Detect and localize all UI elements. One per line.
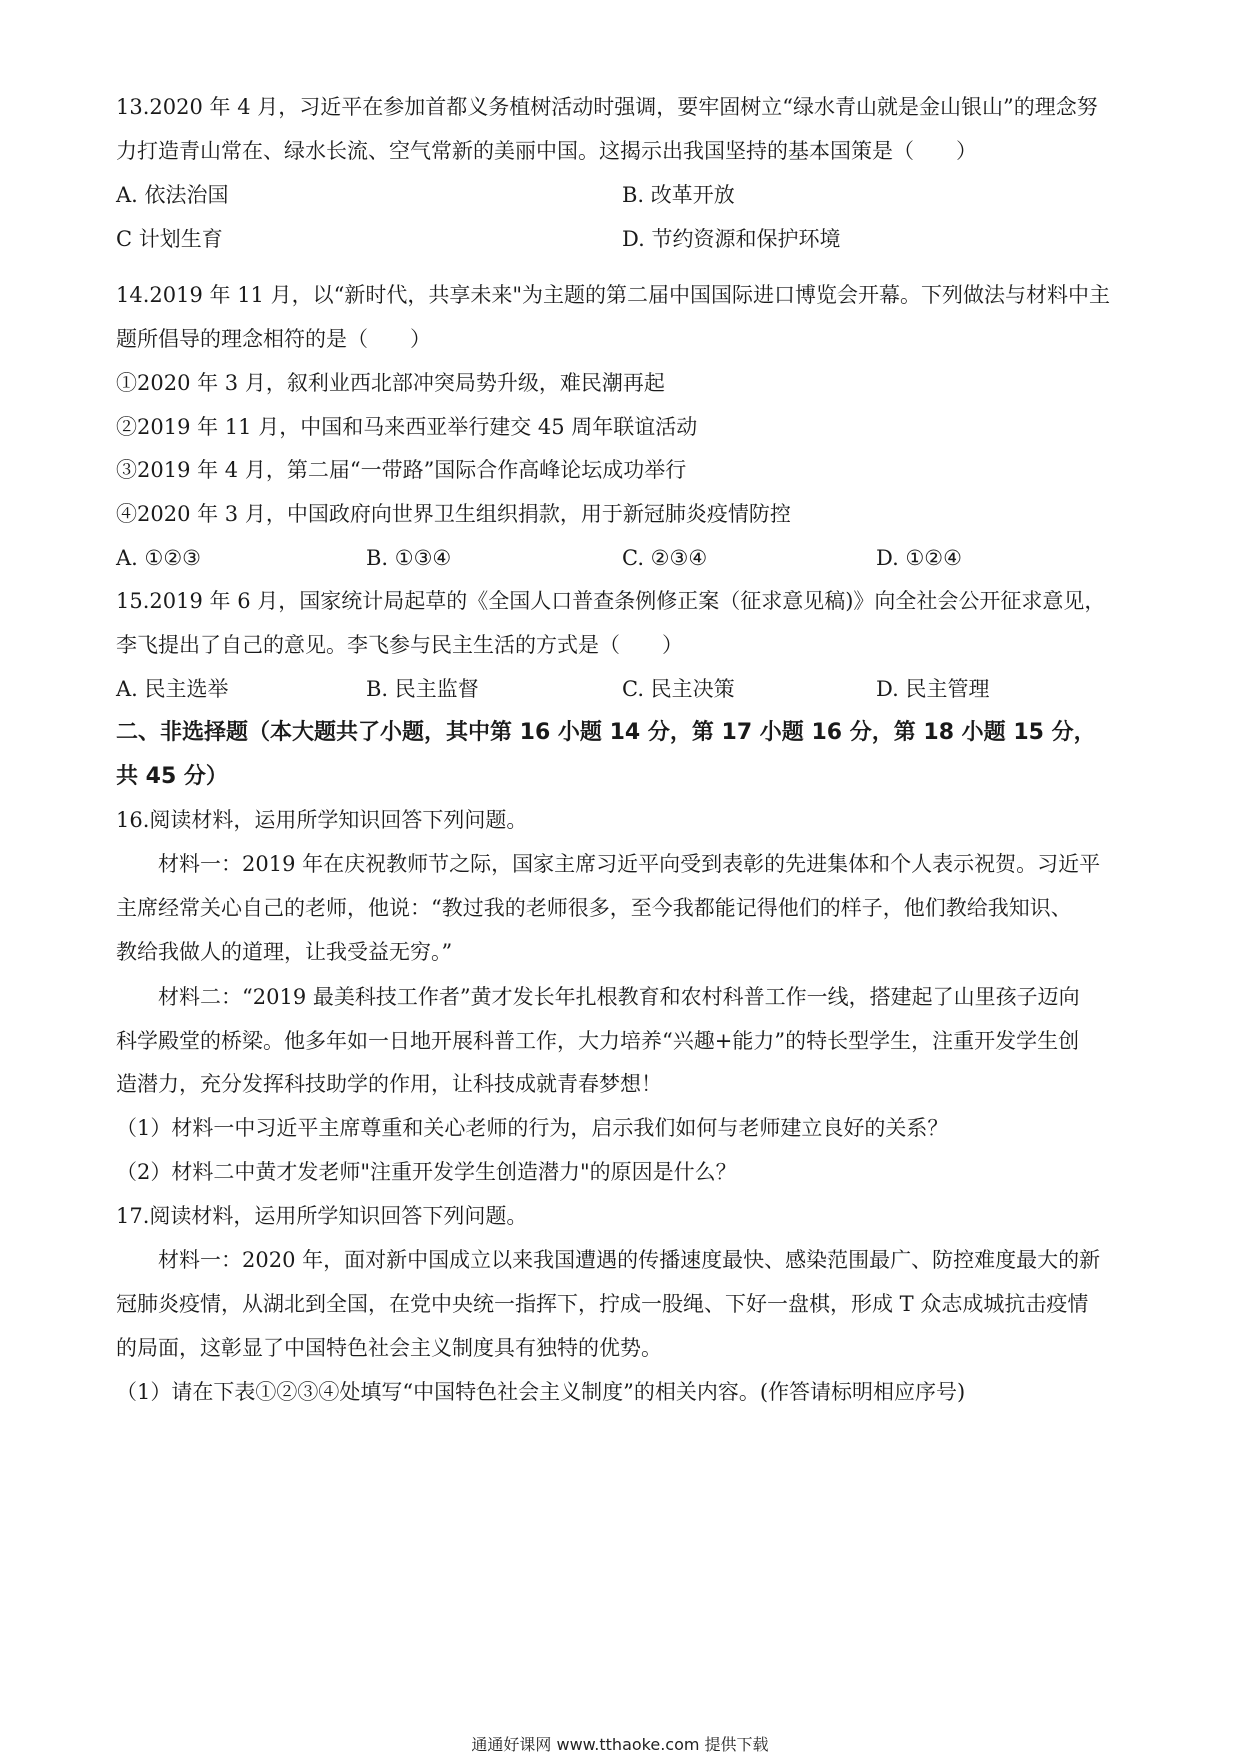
- q16-material2-line2: 科学殿堂的桥梁。他多年如一日地开展科普工作，大力培养“兴趣+能力”的特长型学生，注重开发学生创: [116, 1029, 1080, 1053]
- q17-material1-line3: 的局面，这彰显了中国特色社会主义制度具有独特的优势。: [116, 1336, 662, 1360]
- q13-stem-line1: 13.2020 年 4 月，习近平在参加首都义务植树活动时强调，要牢固树立“绿水青山就是金山银山”的理念努: [116, 95, 1098, 119]
- q14-item-2: ②2019 年 11 月，中国和马来西亚举行建交 45 周年联谊活动: [116, 415, 698, 439]
- q17-stem: 17.阅读材料，运用所学知识回答下列问题。: [116, 1204, 528, 1228]
- q16-material1-line2: 主席经常关心自己的老师，他说：“教过我的老师很多，至今我都能记得他们的样子，他们教给我知识、: [116, 896, 1072, 920]
- q14-options-row: [116, 543, 1140, 573]
- q16-material2-line1: 材料二：“2019 最美科技工作者”黄才发长年扎根教育和农村科普工作一线，搭建起了山里孩子迈向: [158, 985, 1080, 1009]
- section2-heading-line2: 共 45 分）: [116, 764, 228, 789]
- q13-stem-line2: 力打造青山常在、绿水长流、空气常新的美丽中国。这揭示出我国坚持的基本国策是（ ）: [116, 139, 977, 163]
- q13-option-d: D. 节约资源和保护环境: [622, 227, 841, 251]
- q13-options-row1: [116, 180, 1140, 210]
- q14-option-c: C. ②③④: [622, 546, 708, 570]
- q14-option-b: B. ①③④: [366, 546, 452, 570]
- q15-option-a: A. 民主选举: [116, 677, 229, 701]
- q17-sub1: （1）请在下表①②③④处填写“中国特色社会主义制度”的相关内容。(作答请标明相应序号): [116, 1380, 966, 1404]
- q14-item-1: ①2020 年 3 月，叙利业西北部冲突局势升级，难民潮再起: [116, 371, 665, 395]
- page-footer: 通通好课网 www.tthaoke.com 提供下载: [471, 1735, 769, 1754]
- q15-option-d: D. 民主管理: [876, 677, 990, 701]
- q15-stem-line1: 15.2019 年 6 月，国家统计局起草的《全国人口普查条例修正案（征求意见稿)》向全社会公开征求意见，: [116, 589, 1106, 613]
- q15-option-c: C. 民主决策: [622, 677, 735, 701]
- q14-item-4: ④2020 年 3 月，中国政府向世界卫生组织捐款，用于新冠肺炎疫情防控: [116, 502, 791, 526]
- q17-material1-line2: 冠肺炎疫情，从湖北到全国，在党中央统一指挥下，拧成一股绳、下好一盘棋，形成 T 众志成城抗击疫情: [116, 1292, 1089, 1316]
- q16-sub1: （1）材料一中习近平主席尊重和关心老师的行为，启示我们如何与老师建立良好的关系？: [116, 1116, 949, 1140]
- q16-sub2: （2）材料二中黄才发老师"注重开发学生创造潜力"的原因是什么？: [116, 1160, 737, 1184]
- q14-item-3: ③2019 年 4 月，第二届“一带路”国际合作高峰论坛成功举行: [116, 458, 687, 482]
- q13-option-a: A. 依法治国: [116, 183, 229, 207]
- section2-heading-line1: 二、非选择题（本大题共了小题，其中第 16 小题 14 分，第 17 小题 16 分，第 18 小题 15 分，: [116, 720, 1096, 745]
- q16-stem: 16.阅读材料，运用所学知识回答下列问题。: [116, 808, 528, 832]
- q14-option-d: D. ①②④: [876, 546, 962, 570]
- q15-option-b: B. 民主监督: [366, 677, 479, 701]
- q16-material1-line1: 材料一：2019 年在庆祝教师节之际，国家主席习近平向受到表彰的先进集体和个人表示祝贺。习近平: [158, 852, 1101, 876]
- q14-stem-line1: 14.2019 年 11 月，以“新时代，共享未来"为主题的第二届中国国际进口博览会开幕。下列做法与材料中主: [116, 283, 1110, 307]
- q17-material1-line1: 材料一：2020 年，面对新中国成立以来我国遭遇的传播速度最快、感染范围最广、防控难度最大的新: [158, 1248, 1101, 1272]
- q13-option-c: C 计划生育: [116, 227, 223, 251]
- q13-options-row2: [116, 224, 1140, 254]
- q14-stem-line2: 题所倡导的理念相符的是（ ）: [116, 327, 431, 351]
- q15-options-row: [116, 674, 1140, 704]
- q15-stem-line2: 李飞提出了自己的意见。李飞参与民主生活的方式是（ ）: [116, 633, 683, 657]
- q16-material1-line3: 教给我做人的道理，让我受益无穷。”: [116, 940, 453, 964]
- q14-option-a: A. ①②③: [116, 546, 201, 570]
- q13-option-b: B. 改革开放: [622, 183, 735, 207]
- q16-material2-line3: 造潜力，充分发挥科技助学的作用，让科技成就青春梦想！: [116, 1072, 662, 1096]
